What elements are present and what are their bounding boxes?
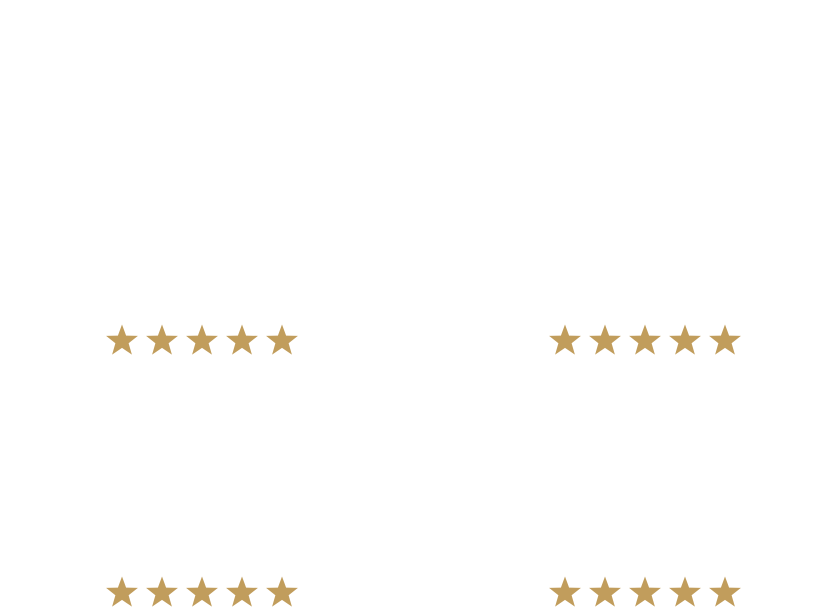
- star-rating: [548, 323, 748, 359]
- star-rating: [105, 323, 305, 359]
- star-icon: [548, 323, 588, 359]
- star-icon: [588, 575, 628, 608]
- star-icon: [105, 575, 145, 608]
- star-icon: [708, 323, 748, 359]
- star-icon: [668, 323, 708, 359]
- star-icon: [668, 575, 708, 608]
- star-icon: [105, 323, 145, 359]
- star-icon: [628, 575, 668, 608]
- star-icon: [185, 323, 225, 359]
- star-icon: [708, 575, 748, 608]
- star-icon: [265, 575, 305, 608]
- star-icon: [265, 323, 305, 359]
- star-icon: [548, 575, 588, 608]
- star-icon: [588, 323, 628, 359]
- star-icon: [225, 323, 265, 359]
- star-icon: [225, 575, 265, 608]
- star-rating: [548, 575, 748, 608]
- star-rating: [105, 575, 305, 608]
- star-icon: [145, 323, 185, 359]
- star-icon: [185, 575, 225, 608]
- star-icon: [145, 575, 185, 608]
- star-icon: [628, 323, 668, 359]
